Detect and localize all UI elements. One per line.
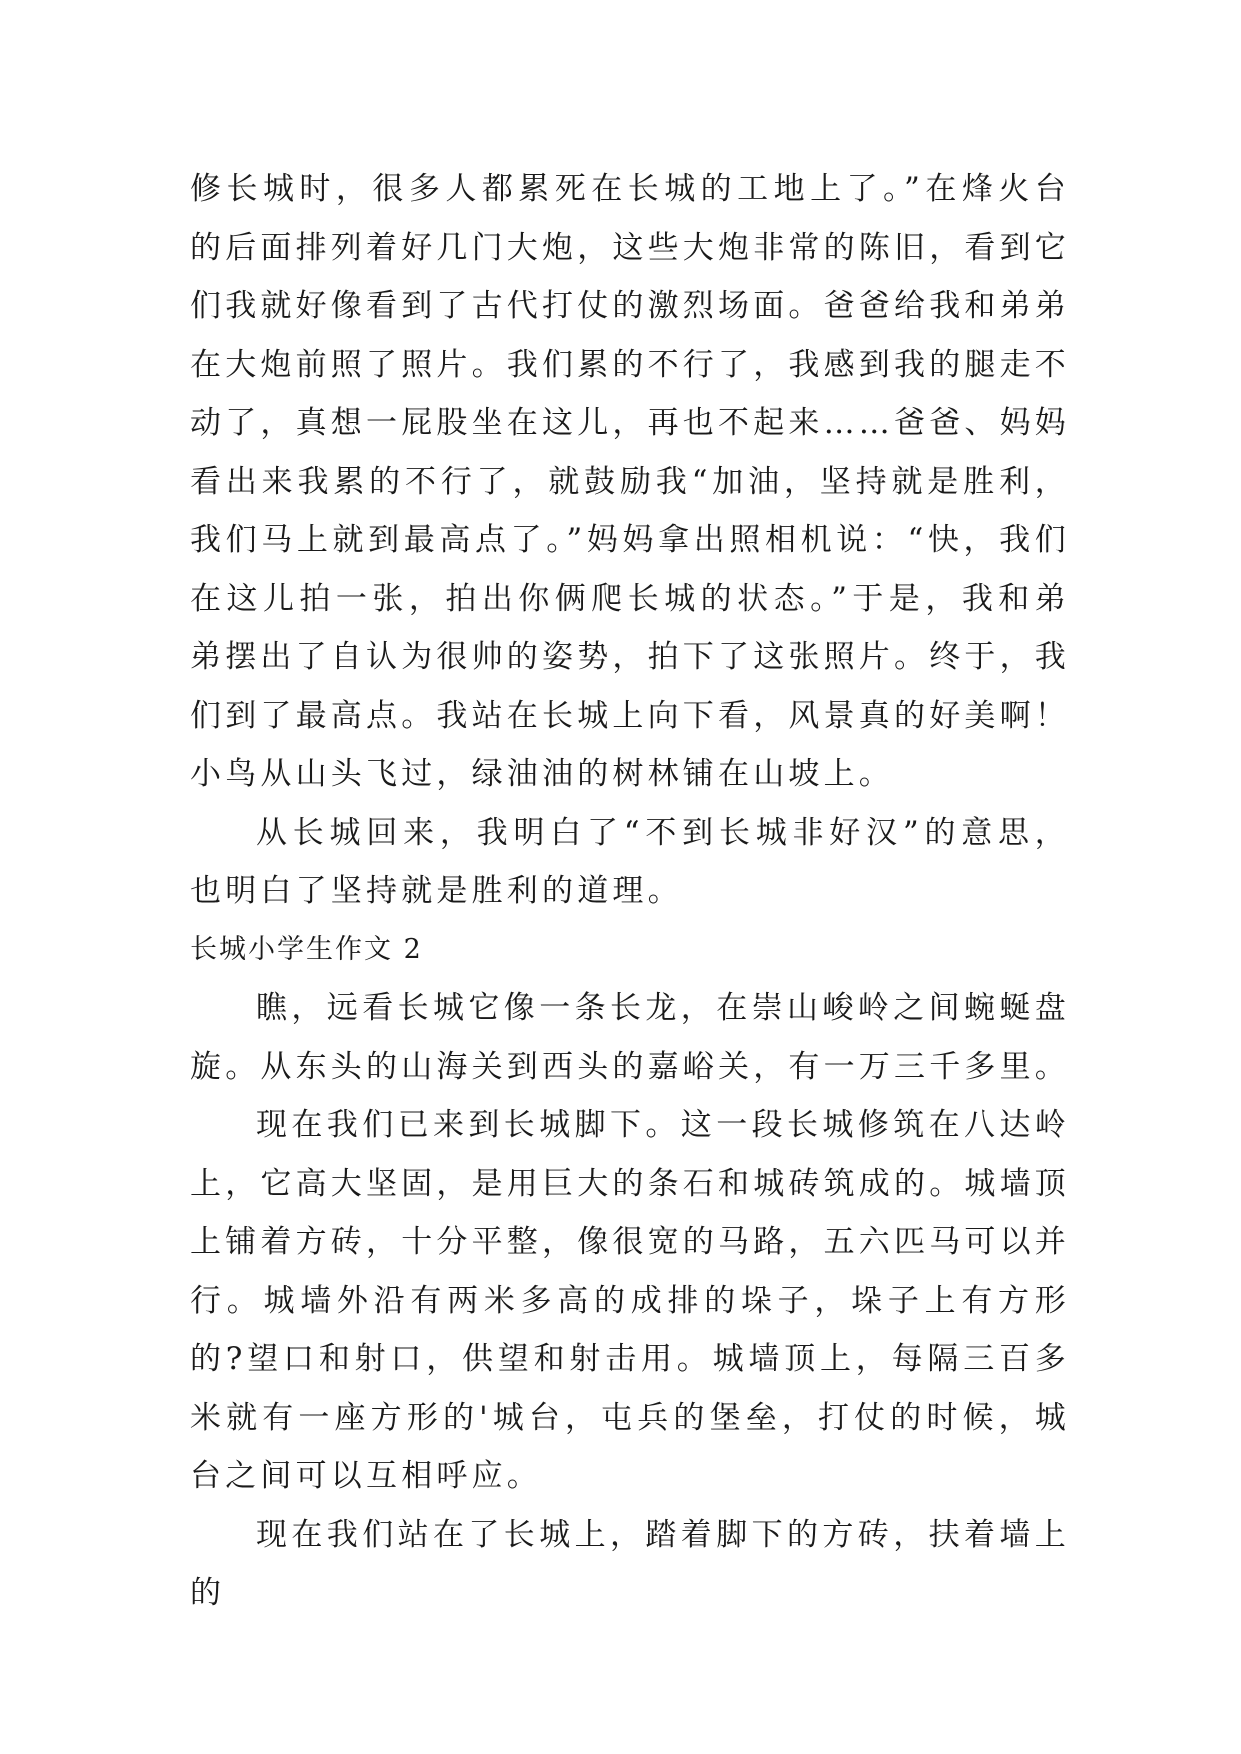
paragraph-conclusion: 从长城回来，我明白了“不到长城非好汉”的意思，也明白了坚持就是胜利的道理。: [190, 814, 1070, 909]
paragraph-standing: 现在我们站在了长城上，踏着脚下的方砖，扶着墙上的: [190, 1516, 1070, 1611]
paragraph-description: 现在我们已来到长城脚下。这一段长城修筑在八达岭上，它高大坚固，是用巨大的条石和城砖筑成的。城墙顶上铺着方砖，十分平整，像很宽的马路，五六匹马可以并行。城墙外沿有两米多高的成排的垛子，垛子上有方形的?望口和射口，供望和射击用。城墙顶上，每隔三百多米就有一座方形的'城台，屯兵的堡垒，打仗的时候，城台之间可以互相呼应。: [190, 1107, 1070, 1494]
paragraph-continued: 修长城时，很多人都累死在长城的工地上了。”在烽火台的后面排列着好几门大炮，这些大炮非常的陈旧，看到它们我就好像看到了古代打仗的激烈场面。爸爸给我和弟弟在大炮前照了照片。我们累的不行了，我感到我的腿走不动了，真想一屁股坐在这儿，再也不起来……爸爸、妈妈看出来我累的不行了，就鼓励我“加油，坚持就是胜利，我们马上就到最高点了。”妈妈拿出照相机说：“快，我们在这儿拍一张，拍出你俩爬长城的状态。”于是，我和弟弟摆出了自认为很帅的姿势，拍下了这张照片。终于，我们到了最高点。我站在长城上向下看，风景真的好美啊！小鸟从山头飞过，绿油油的树林铺在山坡上。: [190, 171, 1070, 792]
essay-heading: 长城小学生作文 2: [190, 933, 423, 965]
essay-body: [190, 160, 1070, 1623]
paragraph-intro: 瞧，远看长城它像一条长龙，在崇山峻岭之间蜿蜒盘旋。从东头的山海关到西头的嘉峪关，有一万三千多里。: [190, 990, 1070, 1085]
